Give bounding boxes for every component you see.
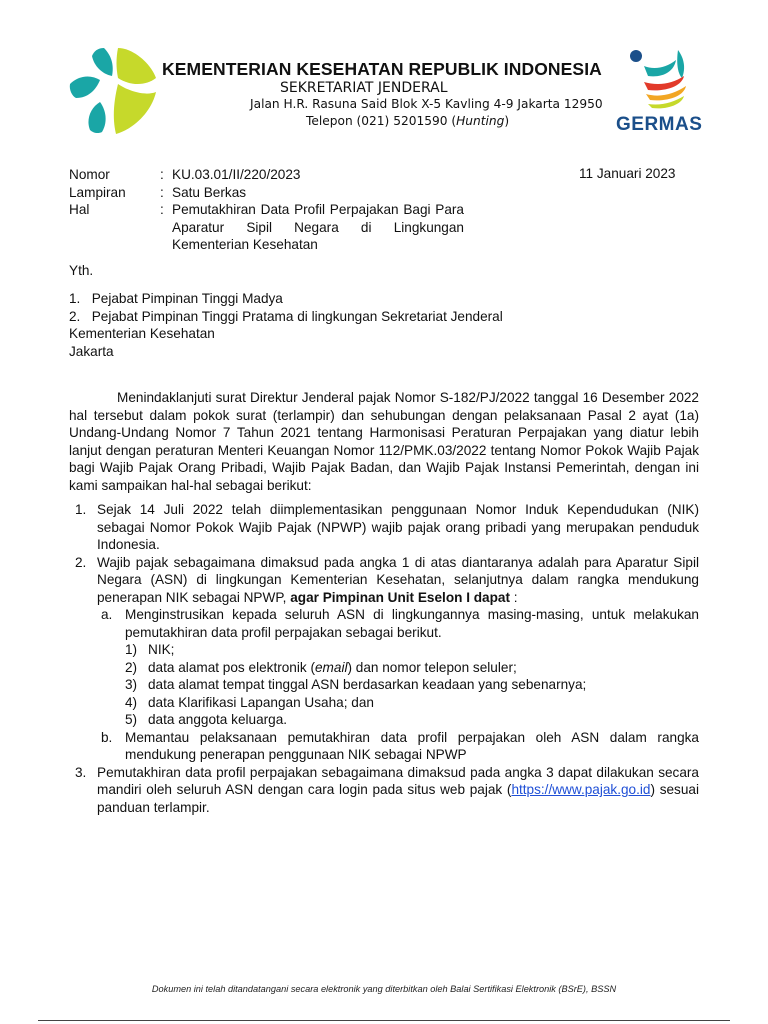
- points-list: [69, 501, 699, 816]
- sub-item: a. Menginstrusikan kepada seluruh ASN di lingkungannya masing-masing, untuk melakukan pemutakhiran data profil perpajakan sebagai berikut.: [101, 607, 699, 640]
- list-item: 2. Wajib pajak sebagaimana dimaksud pada angka 1 di atas diantaranya adalah para Aparatur Sipil Negara (ASN) di lingkungan Kementerian Kesehatan, selanjutnya dalam rangka mendukung penerapan NIK sebagai NPWP, agar Pimpinan Unit Eselon I dapat :: [75, 554, 699, 605]
- sub-sub-item: 3) data alamat tempat tinggal ASN berdasarkan keadaan yang sebenarnya;: [125, 677, 587, 692]
- sub-item: b. Memantau pelaksanaan pemutakhiran data profil perpajakan oleh ASN dalam rangka mendukung penerapan penggunaan NIK sebagai NPWP: [101, 729, 699, 762]
- sub-sub-item: 2) data alamat pos elektronik (email) dan nomor telepon seluler;: [125, 659, 517, 675]
- office-phone: Telepon (021) 5201590 (Hunting): [306, 114, 510, 128]
- list-number: 2.: [75, 554, 87, 570]
- meta-values: [172, 166, 464, 254]
- list-text: Sejak 14 Juli 2022 telah diimplementasikan penggunaan Nomor Induk Kependudukan (NIK) sebagai Nomor Pokok Wajib Pajak (NPWP) wajib pajak orang pribadi yang merupakan penduduk Indonesia.: [97, 502, 699, 552]
- hal-label: Hal: [69, 202, 90, 217]
- sub-sub-item: 1) NIK;: [125, 642, 175, 657]
- secretariat-name: SEKRETARIAT JENDERAL: [280, 80, 448, 96]
- meta-colons: [160, 166, 164, 219]
- nomor-value: KU.03.01/II/220/2023: [172, 167, 301, 182]
- hal-value: Pemutakhiran Data Profil Perpajakan Bagi Para Aparatur Sipil Negara di Lingkungan Kementerian Kesehatan: [172, 202, 464, 252]
- salutation: Yth.: [69, 263, 94, 278]
- sub-sub-item: 5) data anggota keluarga.: [125, 712, 288, 727]
- recipient-city: Jakarta: [69, 343, 114, 359]
- recipient-org: Kementerian Kesehatan: [69, 326, 215, 341]
- meta-colon: :: [160, 202, 164, 217]
- esign-note: Dokumen ini telah ditandatangani secara elektronik yang diterbitkan oleh Balai Sertifikasi Elektronik (BSrE), BSSN: [151, 984, 617, 994]
- lampiran-value: Satu Berkas: [172, 184, 247, 200]
- intro-paragraph: Menindaklanjuti surat Direktur Jenderal pajak Nomor S-182/PJ/2022 tanggal 16 Desember 2022 hal tersebut dalam pokok surat (terlampir) dan sehubungan dengan pelaksanaan Pasal 2 ayat (1a) Undang-Undang Nomor 7 Tahun 2021 tentang Harmonisasi Peraturan Perpajakan yang diatur lebih lanjut dengan peraturan Menteri Keuangan Nomor 112/PMK.03/2022 tentang Nomor Pokok Wajib Pajak bagi Wajib Pajak Orang Pribadi, Wajib Pajak Badan, dan Wajib Pajak Instansi Pemerintah, dengan ini kami sampaikan hal-hal sebagai berikut:: [69, 390, 699, 493]
- list-item: [69, 501, 699, 554]
- list-number: 1.: [75, 502, 87, 517]
- meta-colon: :: [160, 184, 164, 200]
- ministry-logo: [66, 44, 160, 138]
- recipient-2: 2. Pejabat Pimpinan Tinggi Pratama di lingkungan Sekretariat Jenderal: [69, 308, 503, 324]
- emphasis-text: agar Pimpinan Unit Eselon I dapat: [290, 589, 511, 605]
- office-address: Jalan H.R. Rasuna Said Blok X-5 Kavling 4-9 Jakarta 12950: [250, 97, 603, 111]
- recipient-1: 1. Pejabat Pimpinan Tinggi Madya: [69, 291, 283, 306]
- sub-sub-item: 4) data Klarifikasi Lapangan Usaha; dan: [125, 694, 374, 710]
- pajak-website-link[interactable]: https://www.pajak.go.id: [511, 782, 651, 797]
- list-item: 3. Pemutakhiran data profil perpajakan sebagaimana dimaksud pada angka 3 dapat dilakukan secara mandiri oleh seluruh ASN dengan cara login pada situs web pajak (https://www.pajak.go.id) sesuai panduan terlampir.: [75, 764, 699, 815]
- meta-labels: [69, 166, 126, 219]
- letter-date: 11 Januari 2023: [579, 166, 676, 181]
- ministry-name: KEMENTERIAN KESEHATAN REPUBLIK INDONESIA: [162, 59, 602, 79]
- germas-wordmark: GERMAS: [616, 114, 703, 135]
- sub-letter: a.: [101, 607, 113, 622]
- meta-colon: :: [160, 167, 164, 182]
- recipients: [69, 290, 503, 360]
- nomor-label: Nomor: [69, 167, 110, 182]
- list-number: 3.: [75, 764, 87, 780]
- sub-letter: b.: [101, 729, 113, 745]
- lampiran-label: Lampiran: [69, 184, 126, 200]
- footer-divider: [38, 1020, 730, 1021]
